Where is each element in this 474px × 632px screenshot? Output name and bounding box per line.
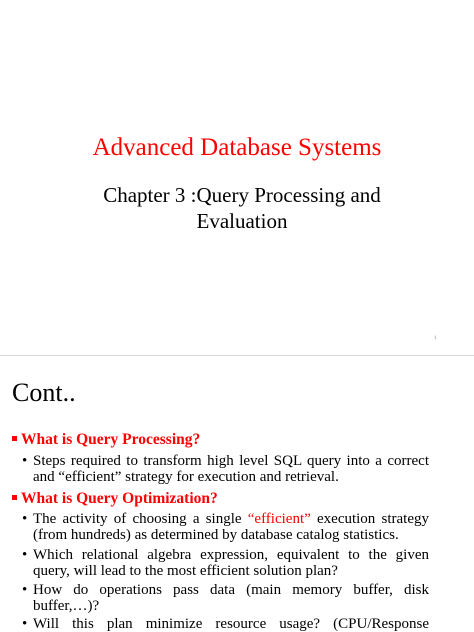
bullet-dot-icon: • [22,582,28,598]
bullet-relational-algebra [22,547,429,579]
bullet-line: and “efficient” strategy for execution and retrieval. [33,469,339,485]
bullet-dot-icon: • [22,616,28,632]
bullet-line: buffer,…)? [33,598,100,614]
question-query-processing [12,431,200,449]
bullet-line: Will this plan minimize resource usage? (CPU/Response [33,616,429,632]
bullet-text: The activity of choosing a single [33,511,248,527]
square-bullet-icon [12,436,17,441]
highlight-efficient: “efficient” [247,511,311,527]
bullet-optimization-definition [22,511,430,543]
bullet-line: Which relational algebra expression, equivalent to the given [33,547,429,563]
bullet-text: execution strategy [310,511,430,527]
bullet-dot-icon: • [22,547,28,563]
subtitle-line-1: Chapter 3 :Query Processing and [103,183,381,207]
slide-subtitle [0,182,474,234]
content-slide [0,356,474,632]
bullet-line: query, will lead to the most efficient solution plan? [33,563,338,579]
bullet-pass-data [22,582,429,614]
question-query-optimization [12,490,218,508]
square-bullet-icon [12,495,17,500]
bullet-line [33,511,429,527]
bullet-dot-icon: • [22,511,28,527]
page-number: 1 [434,336,437,341]
bullet-dot-icon: • [22,453,28,469]
question-text: What is Query Optimization? [21,490,218,507]
subtitle-line-2: Evaluation [196,209,288,233]
question-text: What is Query Processing? [21,431,201,448]
bullet-line: How do operations pass data (main memory buffer, disk [33,582,429,598]
slide-title: Advanced Database Systems [92,134,382,161]
bullet-processing-definition [22,453,429,485]
slide-heading: Cont.. [12,378,76,407]
bullet-line: (from hundreds) as determined by database catalog statistics. [33,527,399,543]
bullet-line: Steps required to transform high level SQL query into a correct [33,453,429,469]
bullet-resource-usage [22,616,429,632]
